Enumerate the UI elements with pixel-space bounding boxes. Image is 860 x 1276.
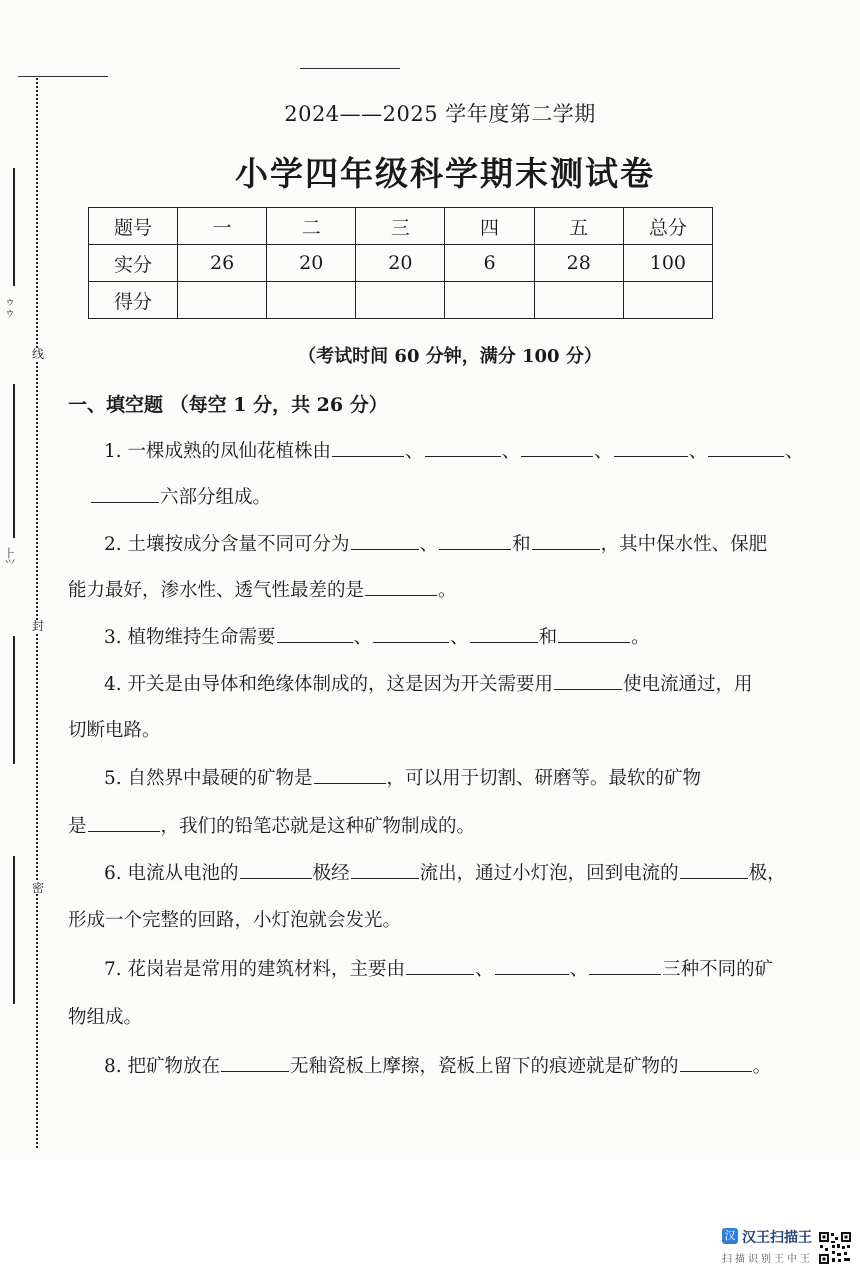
answer-blank[interactable]: [314, 765, 386, 784]
answer-blank[interactable]: [351, 860, 419, 879]
answer-blank[interactable]: [680, 1053, 752, 1072]
score-table: [88, 207, 713, 319]
table-row: [89, 208, 713, 245]
question-text: 流出，通过小灯泡，回到电流的: [419, 863, 679, 884]
question-3: [104, 624, 650, 651]
answer-blank[interactable]: [589, 956, 661, 975]
conjunction: 和: [538, 627, 558, 648]
question-text: 三种不同的矿: [662, 959, 774, 980]
binding-id-line: [13, 856, 15, 1004]
score-cell[interactable]: [178, 282, 267, 319]
table-row: [89, 282, 713, 319]
section-heading: 一、填空题 （每空 1 分，共 26 分）: [68, 394, 388, 416]
edge-text-fragment: ⺊ ⺍: [4, 547, 16, 571]
question-text: 使电流通过，用: [623, 674, 753, 695]
question-text: 形成一个完整的回路，小灯泡就会发光。: [68, 910, 402, 931]
answer-blank[interactable]: [558, 624, 630, 643]
score-cell[interactable]: [445, 282, 534, 319]
separator: 、: [353, 627, 373, 648]
separator: 、: [450, 627, 469, 648]
question-text: 1. 一棵成熟的凤仙花植株由: [104, 441, 332, 462]
question-5: [104, 765, 701, 792]
question-8: [104, 1053, 771, 1080]
answer-blank[interactable]: [332, 438, 404, 457]
answer-blank[interactable]: [373, 624, 449, 643]
edge-text-fragment: ゥ ゥ: [4, 295, 16, 319]
section-points: 6: [445, 245, 534, 282]
question-text: 4. 开关是由导体和绝缘体制成的，这是因为开关需要用: [104, 674, 554, 695]
question-text: 7. 花岗岩是常用的建筑材料，主要由: [104, 959, 406, 980]
separator: 、: [688, 441, 708, 462]
answer-blank[interactable]: [351, 531, 419, 550]
row-label: 得分: [89, 282, 178, 319]
answer-blank[interactable]: [439, 531, 511, 550]
question-7-cont: [68, 1005, 142, 1031]
answer-blank[interactable]: [88, 813, 160, 832]
logo-tagline: 扫描识别王中王: [722, 1254, 813, 1265]
binding-class-line: [13, 384, 15, 538]
question-2-cont: [68, 577, 457, 604]
answer-blank[interactable]: [470, 624, 538, 643]
section-number: 总分: [623, 208, 712, 245]
exam-title: 小学四年级科学期末测试卷: [235, 154, 655, 193]
question-1: [104, 438, 804, 465]
separator: 、: [569, 959, 589, 980]
question-text: ，我们的铅笔芯就是这种矿物制成的。: [160, 816, 476, 837]
answer-blank[interactable]: [614, 438, 688, 457]
binding-school-line: [13, 636, 15, 764]
question-7: [104, 956, 773, 983]
answer-blank[interactable]: [425, 438, 501, 457]
answer-blank[interactable]: [554, 671, 622, 690]
answer-blank[interactable]: [521, 438, 593, 457]
section-number: 二: [267, 208, 356, 245]
answer-blank[interactable]: [240, 860, 312, 879]
question-2: [104, 531, 767, 558]
score-cell[interactable]: [267, 282, 356, 319]
table-row: [89, 245, 713, 282]
question-6-cont: [68, 908, 401, 934]
answer-blank[interactable]: [532, 531, 600, 550]
question-text: ，可以用于切割、研磨等。最软的矿物: [386, 768, 702, 789]
logo-badge-icon: 汉: [722, 1228, 738, 1244]
question-text: 六部分组成。: [160, 487, 272, 508]
question-5-cont: [68, 813, 475, 840]
answer-blank[interactable]: [221, 1053, 289, 1072]
separator: 、: [475, 959, 494, 980]
section-number: 一: [178, 208, 267, 245]
question-text: 3. 植物维持生命需要: [104, 627, 276, 648]
separator: 、: [594, 441, 613, 462]
answer-blank[interactable]: [708, 438, 784, 457]
separator: 、: [419, 534, 439, 555]
row-label: 实分: [89, 245, 178, 282]
question-end: 。: [438, 580, 457, 601]
qr-code-icon: [818, 1231, 852, 1265]
section-points: 26: [178, 245, 267, 282]
question-text: 6. 电流从电池的: [104, 863, 239, 884]
section-points: 20: [267, 245, 356, 282]
question-4-cont: [68, 718, 161, 744]
question-end: 。: [752, 1056, 772, 1077]
semester-subtitle: 2024——2025 学年度第二学期: [284, 102, 596, 126]
separator: 、: [501, 441, 521, 462]
question-text: 5. 自然界中最硬的矿物是: [104, 768, 313, 789]
exam-time-note: （考试时间 60 分钟，满分 100 分）: [298, 346, 602, 367]
score-cell[interactable]: [623, 282, 712, 319]
separator: 、: [405, 441, 424, 462]
question-text: 是: [68, 816, 87, 837]
question-4: [104, 671, 753, 698]
binding-mark-feng: 封: [31, 619, 44, 633]
section-points: 28: [534, 245, 623, 282]
answer-blank[interactable]: [277, 624, 353, 643]
question-text: 能力最好，渗水性、透气性最差的是: [68, 580, 365, 601]
question-text: 8. 把矿物放在: [104, 1056, 221, 1077]
section-number: 三: [356, 208, 445, 245]
binding-dotted-line: [36, 78, 38, 1148]
scanner-app-logo: [722, 1228, 812, 1272]
question-end: 。: [631, 627, 650, 648]
section-points: 100: [623, 245, 712, 282]
answer-blank[interactable]: [495, 956, 569, 975]
question-1-cont: [90, 484, 271, 511]
conjunction: 和: [512, 534, 531, 555]
answer-blank[interactable]: [365, 577, 437, 596]
score-cell[interactable]: [534, 282, 623, 319]
section-points: 20: [356, 245, 445, 282]
question-text: 物组成。: [68, 1007, 143, 1028]
question-6: [104, 860, 786, 887]
question-text: ，其中保水性、保肥: [600, 534, 768, 555]
top-edge-line: [18, 76, 108, 77]
answer-blank[interactable]: [406, 956, 474, 975]
question-text: 切断电路。: [68, 720, 161, 741]
answer-blank[interactable]: [91, 484, 159, 503]
logo-app-name: 汉王扫描王: [742, 1230, 812, 1246]
answer-blank[interactable]: [680, 860, 748, 879]
question-text: 无釉瓷板上摩擦，瓷板上留下的痕迹就是矿物的: [290, 1056, 679, 1077]
question-text: 2. 土壤按成分含量不同可分为: [104, 534, 350, 555]
binding-mark-mi: 密: [31, 881, 44, 895]
row-label: 题号: [89, 208, 178, 245]
top-edge-line: [300, 68, 400, 69]
score-cell[interactable]: [356, 282, 445, 319]
section-number: 四: [445, 208, 534, 245]
question-text: 极，: [748, 863, 786, 884]
section-number: 五: [534, 208, 623, 245]
question-text: 极经: [312, 863, 350, 884]
separator: 、: [785, 441, 804, 462]
binding-mark-xian: 线: [31, 347, 44, 361]
